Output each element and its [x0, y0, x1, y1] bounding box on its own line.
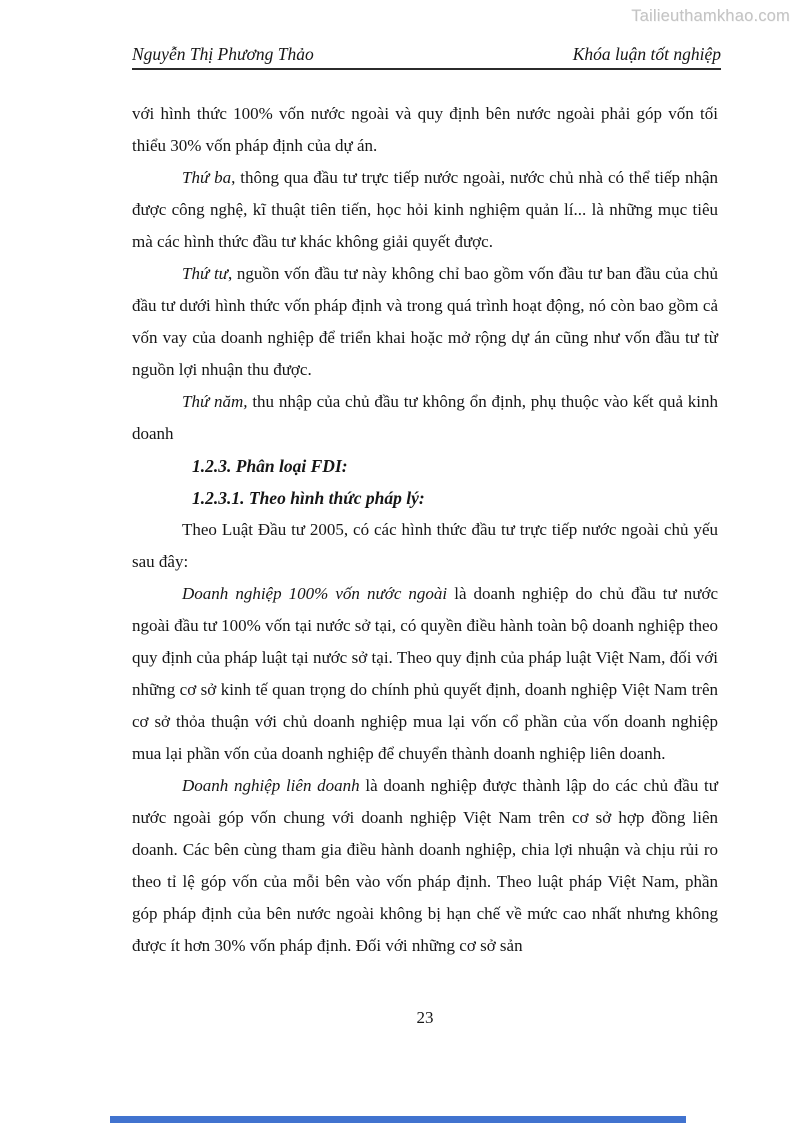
paragraph-lead: Thứ ba [182, 168, 232, 187]
paragraph-doanh-nghiep-100-von [132, 578, 718, 770]
heading-theo-hinh-thuc-phap-ly [132, 482, 718, 514]
page-number: 23 [416, 1008, 434, 1027]
paragraph-text: với hình thức 100% vốn nước ngoài và quy định bên nước ngoài phải góp vốn tối thiểu 30% vốn pháp định của dự án. [132, 104, 718, 155]
heading-text: 1.2.3.1. Theo hình thức pháp lý: [192, 488, 425, 508]
site-watermark: Tailieuthamkhao.com [631, 7, 790, 25]
paragraph-continuation [132, 98, 718, 162]
paragraph-text: , nguồn vốn đầu tư này không chỉ bao gồm vốn đầu tư ban đầu của chủ đầu tư dưới hình thức vốn pháp định và trong quá trình hoạt động, nó còn bao gồm cả vốn vay của doanh nghiệp để triển khai hoặc mở rộng dự án cũng như vốn đầu tư từ nguồn lợi nhuận thu được. [132, 264, 718, 379]
paragraph-thu-tu [132, 258, 718, 386]
header-document-title: Khóa luận tốt nghiệp [572, 44, 721, 64]
paragraph-text: thu nhập của chủ đầu tư không ổn định, phụ thuộc vào kết quả kinh doanh [132, 392, 718, 443]
paragraph-lead: Doanh nghiệp 100% vốn nước ngoài [182, 584, 448, 603]
paragraph-lead: Thứ năm, [182, 392, 248, 411]
paragraph-doanh-nghiep-lien-doanh [132, 770, 718, 962]
paragraph-lead: Thứ tư [182, 264, 228, 283]
paragraph-theo-luat-dau-tu [132, 514, 718, 578]
paragraph-lead: Doanh nghiệp liên doanh [182, 776, 360, 795]
paragraph-thu-nam [132, 386, 718, 450]
document-body [132, 98, 718, 962]
bottom-blue-bar [110, 1116, 686, 1123]
page-header [132, 44, 721, 70]
heading-text: 1.2.3. Phân loại FDI: [192, 456, 348, 476]
paragraph-thu-ba [132, 162, 718, 258]
header-author-name: Nguyễn Thị Phương Thảo [132, 44, 314, 64]
paragraph-text: là doanh nghiệp được thành lập do các chủ đầu tư nước ngoài góp vốn chung với doanh nghiệp Việt Nam trên cơ sở hợp đồng liên doanh. Các bên cùng tham gia điều hành doanh nghiệp, chia lợi nhuận và chịu rủi ro theo tỉ lệ góp vốn của mỗi bên vào vốn pháp định. Theo luật pháp Việt Nam, phần góp pháp định của bên nước ngoài không bị hạn chế về mức cao nhất nhưng không được ít hơn 30% vốn pháp định. Đối với những cơ sở sản [132, 776, 718, 955]
heading-phan-loai-fdi [132, 450, 718, 482]
paragraph-text: là doanh nghiệp do chủ đầu tư nước ngoài đầu tư 100% vốn tại nước sở tại, có quyền điều hành toàn bộ doanh nghiệp theo quy định của pháp luật tại nước sở tại. Theo quy định của pháp luật Việt Nam, đối với những cơ sở kinh tế quan trọng do chính phủ quyết định, doanh nghiệp Việt Nam trên cơ sở thỏa thuận với chủ doanh nghiệp mua lại vốn cổ phần của vốn doanh nghiệp mua lại phần vốn của doanh nghiệp để chuyển thành doanh nghiệp liên doanh. [132, 584, 719, 763]
paragraph-text: , thông qua đầu tư trực tiếp nước ngoài, nước chủ nhà có thể tiếp nhận được công nghệ, kĩ thuật tiên tiến, học hỏi kinh nghiệm quản lí... là những mục tiêu mà các hình thức đầu tư khác không giải quyết được. [132, 168, 718, 251]
paragraph-text: Theo Luật Đầu tư 2005, có các hình thức đầu tư trực tiếp nước ngoài chủ yếu sau đây: [132, 520, 718, 571]
